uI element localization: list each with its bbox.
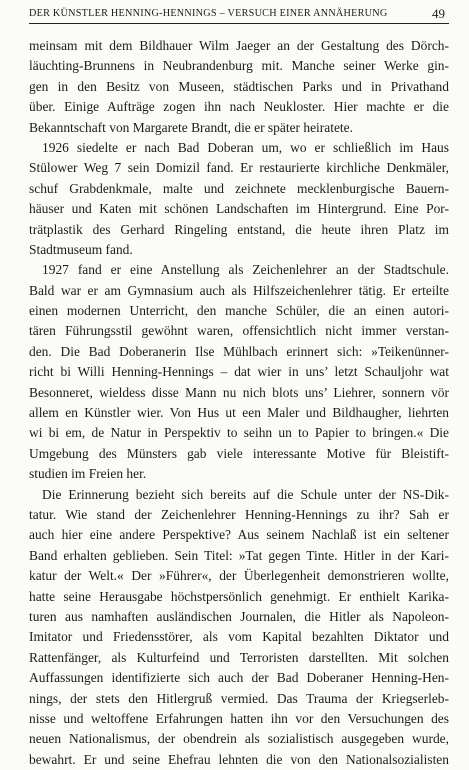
- text-line: 1926 siedelte er nach Bad Doberan um, wo er schließlich im Haus: [42, 139, 449, 155]
- text-line: trätplastik des Gerhard Ringeling entstand, die heute ihren Platz im: [29, 221, 449, 237]
- text-line: Besonneret, wieldess disse Mann nu nich blots uns’ Liehrer, sonnern vör: [29, 384, 449, 400]
- text-line: Auffassungen identifizierte sich auch der Bad Doberaner Henning-Hen-: [29, 670, 449, 686]
- running-title: DER KÜNSTLER HENNING-HENNINGS – VERSUCH EINER ANNÄHERUNG: [29, 8, 388, 19]
- text-line: studien im Freien her.: [29, 466, 147, 482]
- text-line: läuchting-Brunnens in Neubrandenburg mit. Manche seiner Werke gin-: [29, 58, 449, 74]
- text-line: wi bi em, de Natur in Perspektiv to seihn un to Papier to bringen.« Die: [29, 425, 449, 441]
- text-line: Bald war er am Gymnasium auch als Hilfszeichenlehrer tätig. Er erteilte: [29, 282, 449, 298]
- text-line: richt bi Willi Henning-Hennings – dat wier in uns’ letzt Schauljohr wat: [29, 364, 449, 380]
- text-line: Die Erinnerung bezieht sich bereits auf die Schule unter der NS-Dik-: [42, 486, 449, 502]
- text-line: nisse und weltoffene Erfahrungen hatten ihn vor den Versuchungen des: [29, 710, 449, 726]
- text-line: gen in den Besitz von Museen, städtischen Parks und in Privathand: [29, 78, 449, 94]
- text-line: 1927 fand er eine Anstellung als Zeichenlehrer an der Stadtschule.: [42, 262, 449, 278]
- text-line: meinsam mit dem Bildhauer Wilm Jaeger an der Gestaltung des Dörch-: [29, 38, 449, 53]
- text-line: über. Einige Aufträge zogen ihn nach Neukloster. Hier machte er die: [29, 99, 449, 115]
- text-line: Umgebung des Münsters gab viele interessante Motive für Bleistift-: [29, 445, 449, 461]
- body-text: [29, 36, 449, 770]
- text-line: tatur. Wie stand der Zeichenlehrer Henning-Hennings zu ihr? Sah er: [29, 506, 449, 522]
- text-line: katur der Welt.« Der »Führer«, der Überlegenheit demonstrieren wollte,: [29, 568, 449, 584]
- page-number: 49: [432, 6, 445, 21]
- text-line: Stülower Weg 7 sein Domizil fand. Er restaurierte kirchliche Denkmäler,: [29, 160, 449, 176]
- text-line: einen modernen Unterricht, den manche Schüler, die an einen autori-: [29, 303, 449, 319]
- text-line: hatte seine Herausgabe höchstpersönlich genehmigt. Er enthielt Karika-: [29, 588, 449, 604]
- text-line: turen aus namhaften ausländischen Journalen, die Hitler als Napoleon-: [29, 608, 449, 624]
- text-line: Imitator und Friedensstörer, als vom Kapital bezahlten Diktator und: [29, 629, 449, 645]
- text-line: häuser und Katen mit schönen Landschaften im Hintergrund. Eine Por-: [29, 201, 449, 217]
- text-line: Rattenfänger, als Kulturfeind und Terroristen darstellten. Mit solchen: [29, 649, 449, 665]
- text-line: allem en Künstler wier. Von Hus ut een Maler und Bildhaugher, liehrten: [29, 405, 449, 421]
- text-line: nings, der stets den Hitlergruß vermied. Das Trauma der Kriegserleb-: [29, 690, 449, 706]
- text-line: Stadtmuseum fand.: [29, 241, 133, 257]
- text-line: Band erhalten geblieben. Sein Titel: »Tat gegen Tinte. Hitler in der Kari-: [29, 547, 449, 563]
- text-line: Bekanntschaft von Margarete Brandt, die er später heiratete.: [29, 119, 353, 135]
- page-header: [29, 7, 449, 24]
- text-line: auch hier eine andere Perspektive? Aus seinem Nachlaß ist ein seltener: [29, 527, 449, 543]
- text-line: den. Die Bad Doberanerin Ilse Mühlbach erinnert sich: »Teikenünner-: [29, 343, 449, 359]
- text-line: schuf Grabdenkmale, malte und zeichnete mecklenburgische Bauern-: [29, 180, 449, 196]
- text-line: bewahrt. Er und seine Ehefrau lehnten die von den Nationalsozialisten: [29, 751, 449, 767]
- text-line: tären Führungsstil gewöhnt waren, offensichtlich nicht immer verstan-: [29, 323, 449, 339]
- text-line: neuen Nationalismus, der obendrein als sozialistisch ausgegeben wurde,: [29, 731, 449, 747]
